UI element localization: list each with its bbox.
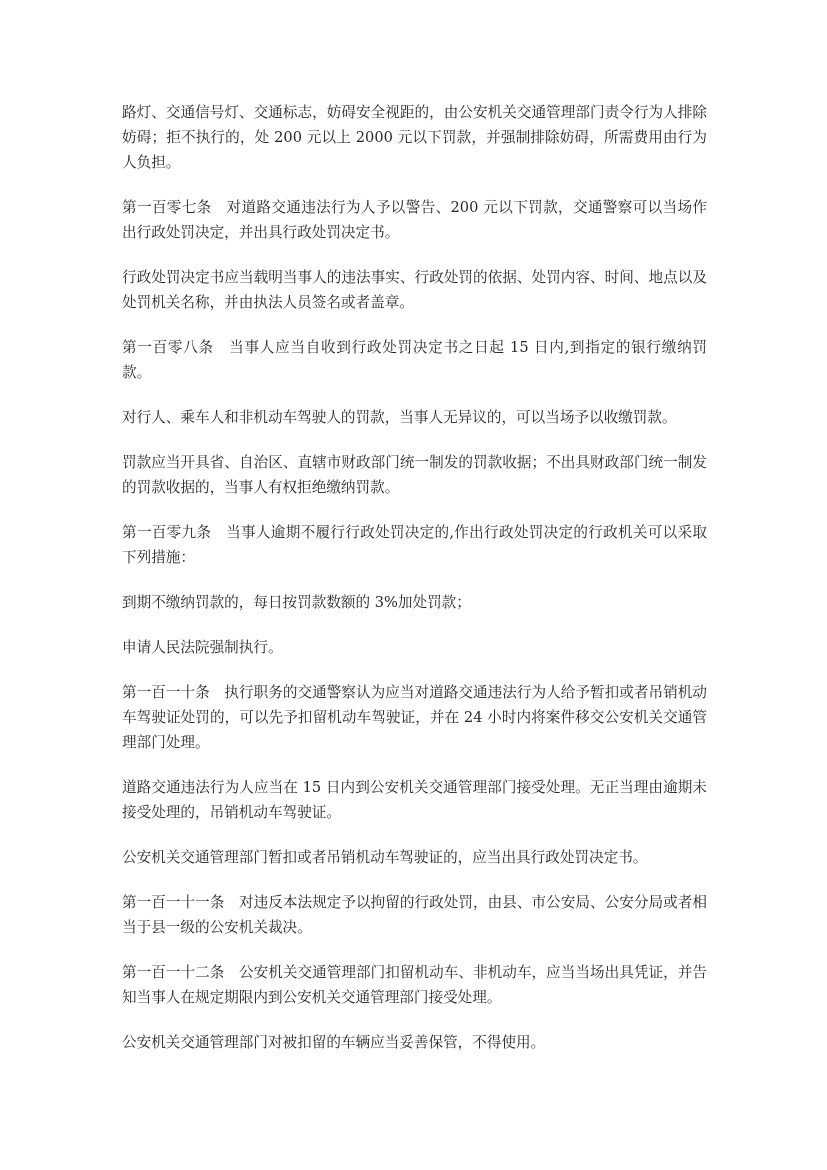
paragraph-license-decision: 公安机关交通管理部门暂扣或者吊销机动车驾驶证的，应当出具行政处罚决定书。 bbox=[122, 849, 648, 866]
paragraph-article-107: 第一百零七条 对道路交通违法行为人予以警告、200 元以下罚款，交通警察可以当场作出行政处罚决定，并出具行政处罚决定书。 bbox=[122, 199, 707, 241]
paragraph-article-109: 第一百零九条 当事人逾期不履行行政处罚决定的,作出行政处罚决定的行政机关可以采取下列措施： bbox=[122, 524, 707, 566]
paragraph-court-enforcement: 申请人民法院强制执行。 bbox=[122, 639, 283, 656]
paragraph-on-spot-fine: 对行人、乘车人和非机动车驾驶人的罚款，当事人无异议的，可以当场予以收缴罚款。 bbox=[122, 409, 677, 426]
paragraph-decision-contents: 行政处罚决定书应当载明当事人的违法事实、行政处罚的依据、处罚内容、时间、地点以及处罚机关名称，并由执法人员签名或者盖章。 bbox=[122, 269, 707, 311]
paragraph-late-fine: 到期不缴纳罚款的，每日按罚款数额的 3%加处罚款； bbox=[122, 594, 471, 611]
paragraph-article-110: 第一百一十条 执行职务的交通警察认为应当对道路交通违法行为人给予暂扣或者吊销机动车驾驶证处罚的，可以先予扣留机动车驾驶证，并在 24 小时内将案件移交公安机关交通管理部门处理。 bbox=[122, 684, 707, 751]
paragraph-vehicle-custody: 公安机关交通管理部门对被扣留的车辆应当妥善保管，不得使用。 bbox=[122, 1034, 546, 1051]
paragraph-fine-receipt: 罚款应当开具省、自治区、直辖市财政部门统一制发的罚款收据；不出具财政部门统一制发的罚款收据的，当事人有权拒绝缴纳罚款。 bbox=[122, 454, 707, 496]
paragraph-accept-handling: 道路交通违法行为人应当在 15 日内到公安机关交通管理部门接受处理。无正当理由逾期未接受处理的，吊销机动车驾驶证。 bbox=[122, 779, 707, 821]
paragraph-article-111: 第一百一十一条 对违反本法规定予以拘留的行政处罚，由县、市公安局、公安分局或者相当于县一级的公安机关裁决。 bbox=[122, 894, 707, 936]
paragraph-article-112: 第一百一十二条 公安机关交通管理部门扣留机动车、非机动车，应当当场出具凭证，并告知当事人在规定期限内到公安机关交通管理部门接受处理。 bbox=[122, 964, 707, 1006]
paragraph-penalty-obstruction: 路灯、交通信号灯、交通标志，妨碍安全视距的，由公安机关交通管理部门责令行为人排除妨碍；拒不执行的，处 200 元以上 2000 元以下罚款，并强制排除妨碍，所需费用由行为人负担。 bbox=[122, 104, 707, 171]
paragraph-article-108: 第一百零八条 当事人应当自收到行政处罚决定书之日起 15 日内,到指定的银行缴纳罚款。 bbox=[122, 339, 707, 381]
